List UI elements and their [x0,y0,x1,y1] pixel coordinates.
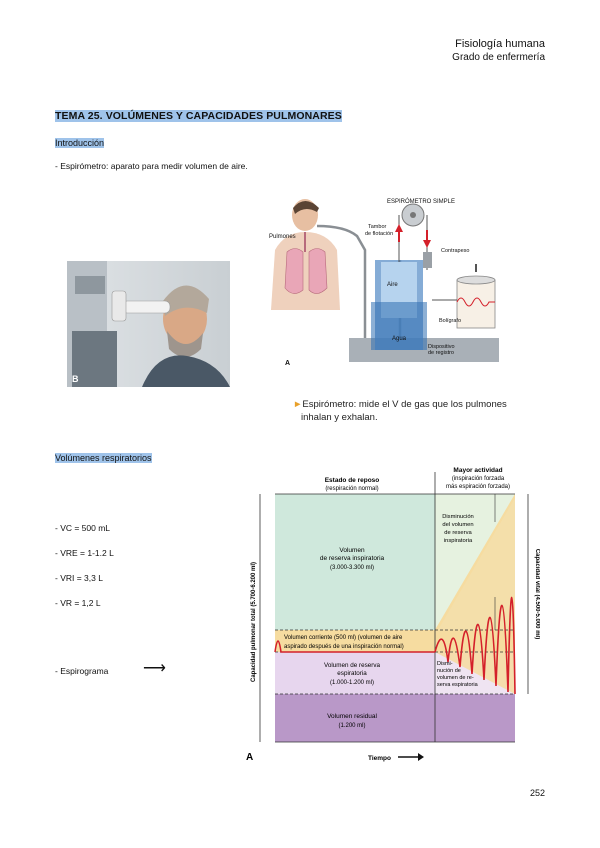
vr-label-2: (1.200 ml) [338,723,366,729]
intro-heading-text: Introducción [55,138,105,148]
label-drum-2: de flotación [365,231,394,237]
time-axis-label: Tiempo [368,755,391,762]
left-axis-label: Capacidad pulmonar total (5.700-6.200 ml) [251,561,257,683]
header [452,37,545,65]
label-lungs: Pulmones [269,234,296,240]
dim-vre-2: nución de [437,668,461,674]
band-vri-rest [275,494,435,630]
chart-label-a: A [246,752,254,763]
volume-item-vc: - VC = 500 mL [55,523,111,533]
spirometer-definition: - Espirómetro: aparato para medir volumen de aire. [55,161,248,171]
volume-item-vri: - VRI = 3,3 L [55,573,103,583]
dim-vri-1: Disminución [442,514,474,520]
volume-item-vre: - VRE = 1-1.2 L [55,548,114,558]
label-water: Agua [392,336,407,342]
label-diagram-title: ESPIRÓMETRO SIMPLE [387,199,456,205]
active-title: Mayor actividad [453,467,503,474]
label-drum: Tambor [368,224,387,230]
spirometer-caption [293,398,507,424]
vri-label-2: de reserva inspiratoria [319,555,385,562]
vri-label-1: Volumen [339,547,365,554]
spirogram-chart [240,462,540,767]
spirogram-label: - Espirograma [55,666,109,676]
rest-title: Estado de reposo [324,477,380,484]
label-air: Aire [387,282,398,288]
page-title [55,110,342,122]
volume-item-vr: - VR = 1,2 L [55,598,101,608]
vc-label-2: aspirado después de una inspiración normal) [284,644,404,650]
vre-label-2: espiratoria [337,670,367,677]
right-axis-label: Capacidad vital (4.500-5.000 ml) [534,548,540,640]
section-heading-intro [55,138,104,148]
page-number: 252 [529,788,545,798]
rest-subtitle: (respiración normal) [325,486,379,492]
header-degree: Grado de enfermería [452,52,545,63]
header-course: Fisiología humana [455,38,545,50]
section-heading-volumes [55,453,152,463]
dim-vri-2: del volumen [442,522,474,528]
spirometer-photo [67,261,230,387]
spirometer-diagram [265,190,540,370]
vre-label-1: Volumen de reserva [323,662,381,669]
bullet-icon: ► [293,399,303,410]
arrow-right-icon: ⟶ [143,660,166,677]
band-vr [275,694,515,742]
label-diagram-a: A [285,360,291,367]
active-subtitle-2: más espiración forzada) [445,484,511,490]
time-arrow-icon [418,753,424,761]
label-counterweight: Contrapeso [441,248,470,254]
caption-line-1: Espirómetro: mide el V de gas que los pulmones [302,399,507,410]
volumes-heading-text: Volúmenes respiratorios [55,453,152,463]
dim-vri-4: inspiratoria [443,538,473,544]
label-device-2: de registro [428,350,454,356]
dim-vre-1: Dismi- [437,661,453,667]
dim-vre-3: volumen de re- [437,675,474,681]
active-subtitle-1: (inspiración forzada [451,476,505,482]
dim-vri-3: de reserva [444,530,472,536]
label-pen: Bolígrafo [439,318,462,324]
label-device: Dispositivo [428,344,455,350]
vre-label-3: (1.000-1.200 ml) [329,680,375,686]
dim-vre-4: serva espiratoria [437,682,478,688]
caption-line-2: inhalan y exhalan. [301,412,378,423]
vr-label-1: Volumen residual [327,713,377,720]
vc-label-1: Volumen corriente (500 ml) (volumen de aire [284,635,403,641]
vri-label-3: (3.000-3.300 ml) [329,565,375,571]
page-title-text: TEMA 25. VOLÚMENES Y CAPACIDADES PULMONARES [55,110,342,122]
photo-label: B [72,374,79,384]
